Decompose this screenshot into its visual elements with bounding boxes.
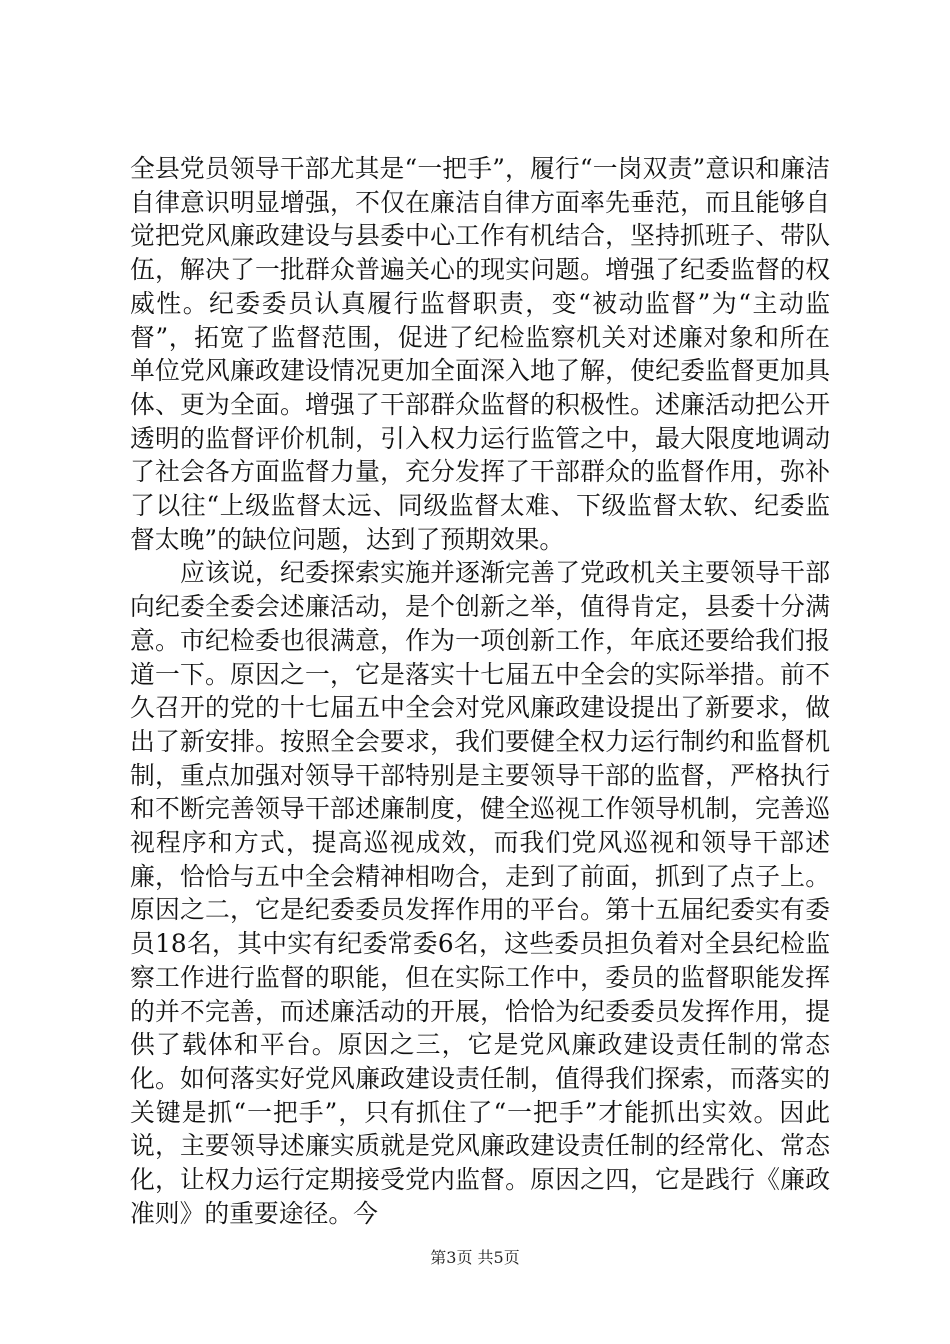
- paragraph: 全县党员领导干部尤其是“一把手”，履行“一岗双责”意识和廉洁自律意识明显增强，不仅在廉洁自律方面率先垂范，而且能够自觉把党风廉政建设与县委中心工作有机结合，坚持抓班子、带队伍，解决了一批群众普遍关心的现实问题。增强了纪委监督的权威性。纪委委员认真履行监督职责，变“被动监督”为“主动监督”，拓宽了监督范围，促进了纪检监察机关对述廉对象和所在单位党风廉政建设情况更加全面深入地了解，使纪委监督更加具体、更为全面。增强了干部群众监督的积极性。述廉活动把公开透明的监督评价机制，引入权力运行监管之中，最大限度地调动了社会各方面监督力量，充分发挥了干部群众的监督作用，弥补了以往“上级监督太远、同级监督太难、下级监督太软、纪委监督太晚”的缺位问题，达到了预期效果。: [130, 154, 830, 554]
- document-body: [130, 152, 830, 1231]
- page-footer: 第3页 共5页: [430, 1248, 520, 1267]
- paragraph: 应该说，纪委探索实施并逐渐完善了党政机关主要领导干部向纪委全委会述廉活动，是个创新之举，值得肯定，县委十分满意。市纪检委也很满意，作为一项创新工作，年底还要给我们报道一下。原因之一，它是落实十七届五中全会的实际举措。前不久召开的党的十七届五中全会对党风廉政建设提出了新要求，做出了新安排。按照全会要求，我们要健全权力运行制约和监督机制，重点加强对领导干部特别是主要领导干部的监督，严格执行和不断完善领导干部述廉制度，健全巡视工作领导机制，完善巡视程序和方式，提高巡视成效，而我们党风巡视和领导干部述廉，恰恰与五中全会精神相吻合，走到了前面，抓到了点子上。原因之二，它是纪委委员发挥作用的平台。第十五届纪委实有委员18名，其中实有纪委常委6名，这些委员担负着对全县纪检监察工作进行监督的职能，但在实际工作中，委员的监督职能发挥的并不完善，而述廉活动的开展，恰恰为纪委委员发挥作用，提供了载体和平台。原因之三，它是党风廉政建设责任制的常态化。如何落实好党风廉政建设责任制，值得我们探索，而落实的关键是抓“一把手”，只有抓住了“一把手”才能抓出实效。因此说，主要领导述廉实质就是党风廉政建设责任制的经常化、常态化，让权力运行定期接受党内监督。原因之四，它是践行《廉政准则》的重要途径。今: [130, 558, 830, 1228]
